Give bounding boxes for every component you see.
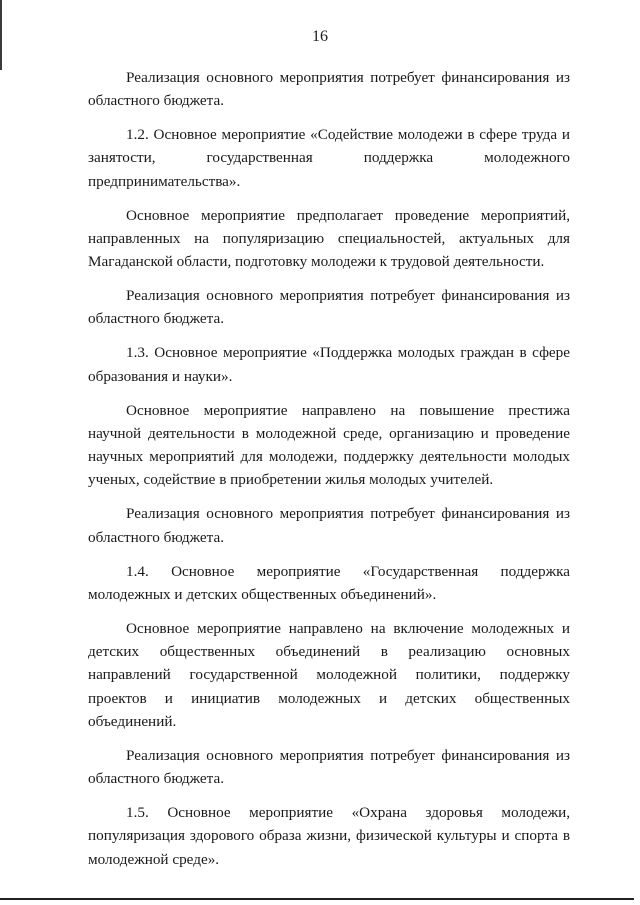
paragraph-description-1-4: Основное мероприятие направлено на включение молодежных и детских общественных объединений в реализацию основных направлений государственной молодежной политики, поддержку проектов и инициатив молодежных и детских общественных объединений. [88, 619, 570, 730]
paragraph-description-1-3: Основное мероприятие направлено на повышение престижа научной деятельности в молодежной среде, организацию и проведение научных мероприятий для молодежи, поддержку деятельности молодых ученых, содействие в приобретении жилья молодых учителей. [88, 401, 570, 489]
paragraph-funding-1: Реализация основного мероприятия потребует финансирования из областного бюджета. [88, 69, 570, 110]
paragraph-heading-1-4: 1.4. Основное мероприятие «Государственная поддержка молодежных и детских общественных объединений». [88, 562, 570, 603]
paragraph-funding-3: Реализация основного мероприятия потребует финансирования из областного бюджета. [88, 505, 570, 546]
paragraph-heading-1-2: 1.2. Основное мероприятие «Содействие молодежи в сфере труда и занятости, государственная поддержка молодежного предпринимательства». [88, 126, 570, 190]
paragraph-heading-1-3: 1.3. Основное мероприятие «Поддержка молодых граждан в сфере образования и науки». [88, 344, 570, 385]
bottom-rule [0, 898, 634, 900]
paragraph-funding-2: Реализация основного мероприятия потребует финансирования из областного бюджета. [88, 287, 570, 328]
paragraph-heading-1-5: 1.5. Основное мероприятие «Охрана здоровья молодежи, популяризация здорового образа жизни, физической культуры и спорта в молодежной среде». [88, 803, 570, 868]
document-body [88, 66, 570, 881]
page-number: 16 [312, 28, 328, 45]
paragraph-description-1-2: Основное мероприятие предполагает проведение мероприятий, направленных на популяризацию специальностей, актуальных для Магаданской области, подготовку молодежи к трудовой деятельности. [88, 206, 570, 271]
paragraph-funding-4: Реализация основного мероприятия потребует финансирования из областного бюджета. [88, 746, 570, 788]
